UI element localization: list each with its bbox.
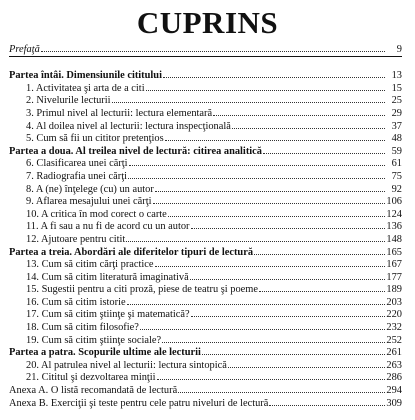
dot-leader — [163, 69, 385, 78]
toc-page-number: 92 — [391, 183, 402, 195]
dot-leader — [129, 157, 385, 166]
dot-leader — [165, 132, 385, 141]
dot-leader — [232, 120, 385, 129]
dot-leader — [128, 170, 385, 179]
toc-page-number: 106 — [386, 196, 402, 208]
toc-chapter-entry — [9, 233, 402, 246]
toc-entry-label: 16. Cum să citim istorie — [26, 296, 126, 308]
toc-entry-label: 8. A (ne) înţelege (cu) un autor — [26, 183, 154, 195]
toc-entry-label: 6. Clasificarea unei cărţi — [26, 158, 128, 170]
dot-leader — [126, 233, 385, 242]
dot-leader — [157, 371, 385, 380]
dot-leader — [191, 220, 385, 229]
toc-part-heading — [9, 246, 402, 259]
toc-entry-label: 18. Cum să citim filosofie? — [26, 322, 139, 334]
toc-page-number: 203 — [386, 296, 402, 308]
toc-page-number: 261 — [386, 347, 402, 359]
toc-entry-label: 13. Cum să citim cărţi practice — [26, 259, 154, 271]
dot-leader — [41, 43, 385, 52]
toc-chapter-entry — [9, 321, 402, 334]
toc-page-number: 263 — [386, 359, 402, 371]
toc-page-number: 286 — [386, 372, 402, 384]
toc-page-number: 9 — [396, 44, 402, 55]
toc-chapter-entry — [9, 157, 402, 170]
toc-page-number: 165 — [386, 246, 402, 258]
toc-chapter-entry — [9, 359, 402, 372]
toc-entry-label: Anexa B. Exerciţii şi teste pentru cele patru niveluri de lectură — [9, 397, 269, 409]
dot-leader — [263, 145, 385, 154]
toc-entry-label: 20. Al patrulea nivel al lecturii: lectura sintopică — [26, 359, 227, 371]
dot-leader — [155, 183, 385, 192]
toc-preface-entry — [9, 43, 402, 56]
toc-page-number: 294 — [386, 385, 402, 397]
toc-chapter-entry — [9, 195, 402, 208]
toc-page-number: 136 — [386, 221, 402, 233]
dot-leader — [155, 258, 385, 267]
toc-entry-label: Prefaţă — [9, 44, 40, 55]
toc-page-number: 37 — [391, 120, 402, 132]
toc-page-number: 189 — [386, 284, 402, 296]
toc-part-heading — [9, 145, 402, 158]
toc-chapter-entry — [9, 334, 402, 347]
toc-entry-label: 21. Cititul şi dezvoltarea minţii — [26, 372, 156, 384]
toc-chapter-entry — [9, 258, 402, 271]
toc-chapter-entry — [9, 283, 402, 296]
dot-leader — [178, 384, 385, 393]
toc-chapter-entry — [9, 208, 402, 221]
toc-entry-label: 4. Al doilea nivel al lecturii: lectura inspecţională — [26, 120, 231, 132]
dot-leader — [259, 283, 385, 292]
toc-part-heading — [9, 69, 402, 82]
toc-entry-label: 10. A critica în mod corect o carte — [26, 208, 167, 220]
dot-leader — [191, 308, 385, 317]
toc-entry-label: 17. Cum să citim ştiinţe şi matematică? — [26, 309, 190, 321]
toc-entry-label: 12. Ajutoare pentru citit — [26, 233, 126, 245]
toc-page-number: 148 — [386, 233, 402, 245]
toc-page-number: 25 — [391, 95, 402, 107]
toc-entry-label: 7. Radiografia unei cărţi — [26, 170, 127, 182]
toc-entry-label: Anexa A. O listă recomandată de lectură — [9, 385, 178, 397]
toc-page-number: 15 — [391, 82, 402, 94]
dot-leader — [168, 208, 385, 217]
dot-leader — [202, 346, 385, 355]
toc-page-number: 48 — [391, 133, 402, 145]
dot-leader — [162, 334, 385, 343]
toc-chapter-entry — [9, 82, 402, 95]
dot-leader — [112, 94, 385, 103]
dot-leader — [153, 195, 385, 204]
dot-leader — [190, 271, 385, 280]
toc-chapter-entry — [9, 296, 402, 309]
toc-page-number: 232 — [386, 322, 402, 334]
dot-leader — [127, 296, 385, 305]
toc-page-number: 220 — [386, 309, 402, 321]
toc-page-number: 59 — [391, 145, 402, 157]
toc-chapter-entry — [9, 170, 402, 183]
toc-entry-label: 5. Cum să fii un cititor pretenţios — [26, 133, 164, 145]
toc-entry-label: 11. A fi sau a nu fi de acord cu un autor — [26, 221, 190, 233]
toc-page-number: 177 — [386, 271, 402, 283]
toc-chapter-entry — [9, 183, 402, 196]
table-of-contents — [9, 43, 402, 409]
toc-annex-entry — [9, 384, 402, 397]
toc-entry-label: Partea a patra. Scopurile ultime ale lecturii — [9, 347, 201, 359]
section-divider — [9, 56, 402, 70]
toc-part-heading — [9, 346, 402, 359]
toc-chapter-entry — [9, 271, 402, 284]
toc-entry-label: 3. Primul nivel al lecturii: lectura elementară — [26, 107, 213, 119]
dot-leader — [140, 321, 385, 330]
toc-page-number: 309 — [386, 397, 402, 409]
dot-leader — [228, 359, 385, 368]
toc-page-number: 124 — [386, 208, 402, 220]
toc-chapter-entry — [9, 220, 402, 233]
toc-page-number: 167 — [386, 259, 402, 271]
toc-page-number: 13 — [391, 70, 402, 82]
toc-entry-label: 1. Activitatea şi arta de a citi — [26, 82, 145, 94]
toc-chapter-entry — [9, 371, 402, 384]
toc-entry-label: 14. Cum să citim literatură imaginativă — [26, 271, 189, 283]
toc-chapter-entry — [9, 107, 402, 120]
dot-leader — [213, 107, 385, 116]
toc-entry-label: 15. Sugestii pentru a citi proză, piese de teatru şi poeme — [26, 284, 258, 296]
toc-page-number: 29 — [391, 107, 402, 119]
toc-chapter-entry — [9, 120, 402, 133]
toc-chapter-entry — [9, 132, 402, 145]
toc-entry-label: Partea întâi. Dimensiunile cititului — [9, 70, 162, 82]
dot-leader — [269, 397, 385, 406]
toc-entry-label: 2. Nivelurile lecturii — [26, 95, 111, 107]
toc-chapter-entry — [9, 308, 402, 321]
toc-page-number: 75 — [391, 170, 402, 182]
dot-leader — [146, 82, 385, 91]
toc-entry-label: Partea a doua. Al treilea nivel de lectură: citirea analitică — [9, 145, 262, 157]
toc-page-number: 252 — [386, 334, 402, 346]
toc-entry-label: 19. Cum să citim ştiinţe sociale? — [26, 334, 162, 346]
page-title: CUPRINS — [136, 5, 279, 40]
dot-leader — [254, 246, 385, 255]
toc-page-number: 61 — [391, 158, 402, 170]
toc-chapter-entry — [9, 94, 402, 107]
toc-entry-label: 9. Aflarea mesajului unei cărţi — [26, 196, 152, 208]
toc-entry-label: Partea a treia. Abordări ale diferitelor tipuri de lectură — [9, 246, 254, 258]
toc-annex-entry — [9, 397, 402, 410]
